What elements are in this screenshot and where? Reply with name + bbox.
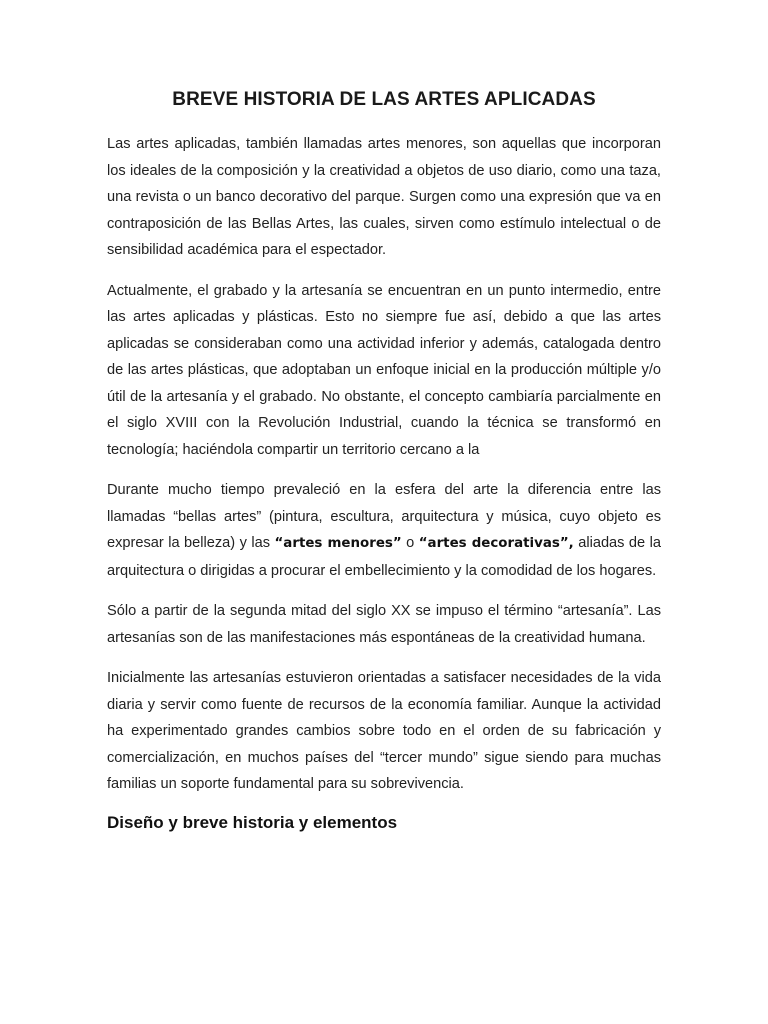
paragraph-artesania-term: Sólo a partir de la segunda mitad del siglo XX se impuso el término “artesanía”. Las artesanías son de las manifestaciones más espontáneas de la creatividad humana. xyxy=(107,603,661,646)
paragraph-bellas-artes-part3: aliadas de la arquitectura o dirigidas a procurar el embellecimiento y la comodidad de los hogares. xyxy=(107,535,661,579)
paragraph-artesanias-necesidades: Inicialmente las artesanías estuvieron orientadas a satisfacer necesidades de la vida diaria y servir como fuente de recursos de la economía familiar. Aunque la actividad ha experimentado grandes cambios sobre todo en el orden de su fabricación y comercialización, en muchos países del “tercer mundo” sigue siendo para muchas familias un soporte fundamental para su sobrevivencia. xyxy=(107,670,661,792)
section-heading: Diseño y breve historia y elementos xyxy=(107,812,398,832)
paragraph-bellas-artes xyxy=(107,477,661,584)
bold-artes-decorativas: “artes decorativas”, xyxy=(418,536,574,551)
document-title: BREVE HISTORIA DE LAS ARTES APLICADAS xyxy=(172,89,596,110)
paragraph-bellas-artes-part1: Durante mucho tiempo prevaleció en la esfera del arte la diferencia entre las llamadas “bellas artes” (pintura, escultura, arquitectura y música, cuyo objeto es expresar la belleza) y las xyxy=(107,482,661,551)
paragraph-bellas-artes-part2: o xyxy=(401,535,419,551)
paragraph-grabado: Actualmente, el grabado y la artesanía se encuentran en un punto intermedio, entre las artes aplicadas y plásticas. Esto no siempre fue así, debido a que las artes aplicadas se consideraban como una actividad inferior y además, catalogada dentro de las artes plásticas, que adoptaban un enfoque inicial en la producción múltiple y/o útil de la artesanía y el grabado. No obstante, el concepto cambiaría parcialmente en el siglo XVIII con la Revolución Industrial, cuando la técnica se transformó en tecnología; haciéndola compartir un territorio cercano a la xyxy=(107,282,661,458)
bold-artes-menores: “artes menores” xyxy=(274,536,402,551)
paragraph-intro: Las artes aplicadas, también llamadas artes menores, son aquellas que incorporan los ideales de la composición y la creatividad a objetos de uso diario, como una taza, una revista o un banco decorativo del parque. Surgen como una expresión que va en contraposición de las Bellas Artes, las cuales, sirven como estímulo intelectual o de sensibilidad académica para el espectador. xyxy=(107,136,661,258)
